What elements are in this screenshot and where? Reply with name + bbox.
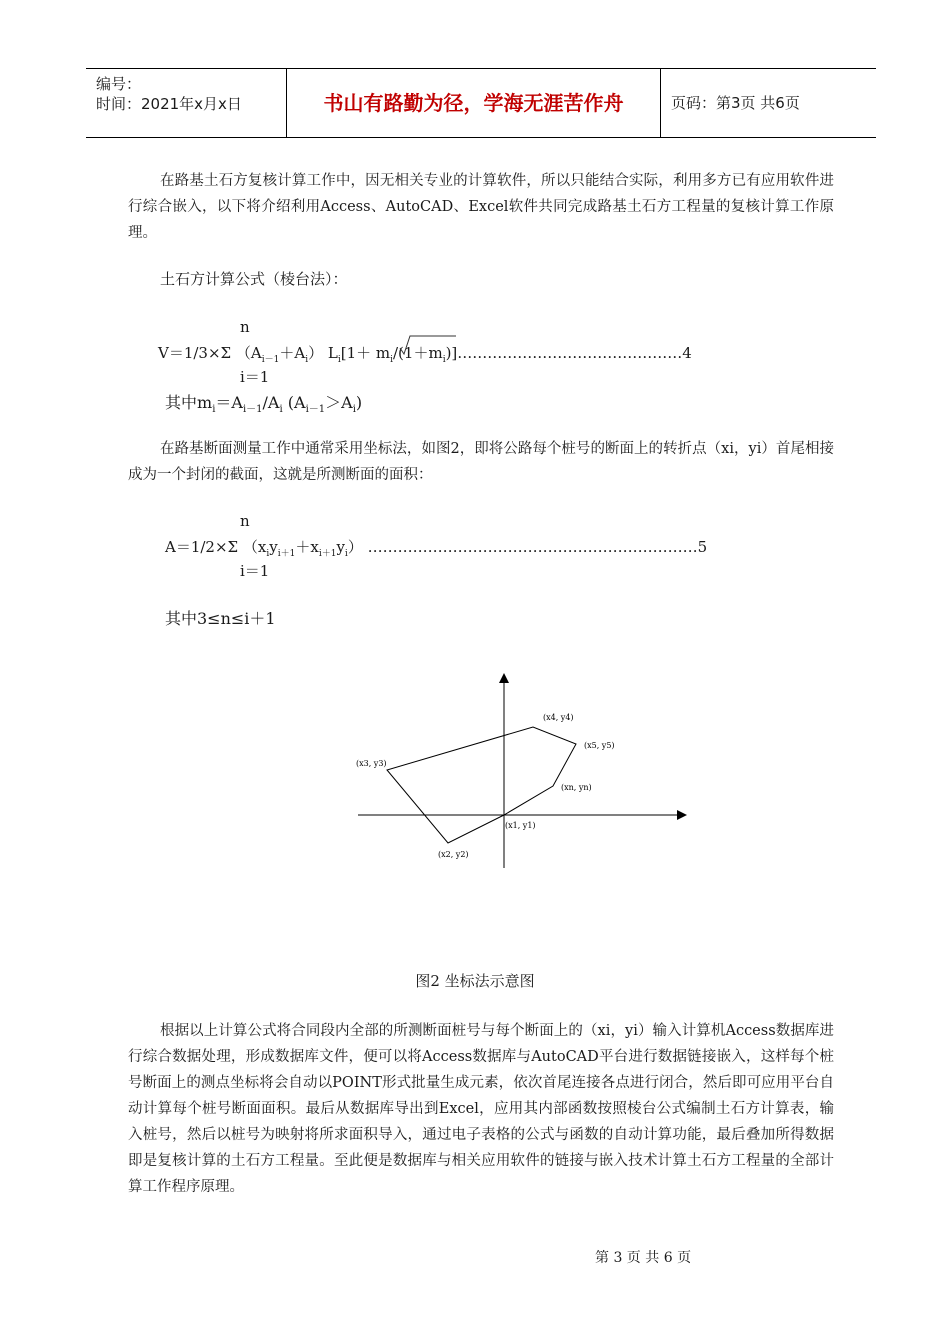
header-page-label: 页码：第3页 共6页 bbox=[671, 94, 800, 112]
where-sub: i bbox=[352, 404, 356, 416]
formula1-sub: i bbox=[305, 355, 309, 365]
formula2-sub: i＋1 bbox=[277, 549, 296, 559]
figure-caption: 图2 坐标法示意图 bbox=[415, 972, 535, 990]
formula1-sub: i bbox=[442, 355, 446, 365]
where-text: ) bbox=[355, 393, 363, 412]
formula1-sub: i bbox=[390, 355, 393, 365]
section-polygon bbox=[387, 727, 576, 843]
formula1-tail: ） L bbox=[308, 344, 338, 362]
formula1-rest: [1＋ m bbox=[340, 344, 391, 362]
formula2-where: 其中3≤n≤i＋1 bbox=[165, 609, 276, 628]
formula2-upper-limit: n bbox=[240, 512, 250, 530]
page-header bbox=[86, 68, 876, 138]
where-sub: i bbox=[212, 404, 216, 416]
formula2-sub: i bbox=[266, 549, 270, 559]
formula-title: 土石方计算公式（棱台法）： bbox=[160, 270, 348, 288]
where-sub: i－1 bbox=[242, 404, 263, 416]
code-label: 编号： bbox=[96, 75, 142, 93]
formula1-where bbox=[165, 390, 362, 415]
formula1-rest2: /(1＋m bbox=[393, 344, 443, 362]
paragraph-workflow: 根据以上计算公式将合同段内全部的所测断面桩号与每个断面上的（xi，yi）输入计算机Access数据库进行综合数据处理，形成数据库文件，便可以将Access数据库与AutoCAD平台进行数据链接嵌入，这样每个桩号断面上的测点坐标将会自动以POINT形式批量生成元素，依次首尾连接各点进行闭合，然后即可应用平台自动计算每个桩号断面面积。最后从数据库导出到Excel，应用其内部函数按照棱台公式编制土石方计算表，输入桩号，然后以桩号为映射将所求面积导入，通过电子表格的公式与函数的自动计算功能，最后叠加所得数据即是复核计算的土石方工程量。至此便是数据库与相关应用软件的链接与嵌入技术计算土石方工程量的全部计算工作程序原理。 bbox=[128, 1023, 834, 1195]
formula2-lower-limit: i＝1 bbox=[240, 562, 270, 580]
time-label: 时间：2021年x月x日 bbox=[96, 95, 242, 113]
formula1-main: V＝1/3×Σ （A bbox=[158, 344, 262, 362]
point-label: (xn, yn) bbox=[561, 783, 592, 792]
formula1-upper-limit: n bbox=[240, 318, 250, 336]
where-text: ＝A bbox=[215, 393, 243, 412]
point-label: (x2, y2) bbox=[438, 850, 469, 859]
paragraph-coordinate-method: 在路基断面测量工作中通常采用坐标法，如图2，即将公路每个桩号的断面上的转折点（xi，yi）首尾相接成为一个封闭的截面，这就是所测断面的面积： bbox=[128, 441, 834, 483]
formula2-tail: …………………………………………………………5 bbox=[367, 538, 708, 556]
header-motto: 书山有路勤为径，学海无涯苦作舟 bbox=[287, 69, 661, 137]
where-text: ＞A bbox=[325, 393, 353, 412]
formula1-rest3: )]………………………………………4 bbox=[445, 344, 692, 362]
point-label: (x5, y5) bbox=[584, 741, 615, 750]
point-label: (x4, y4) bbox=[543, 713, 574, 722]
where-text: /A bbox=[262, 393, 280, 412]
formula2: A＝1/2×Σ $(x_iy_{i+1}+x_{i+1}y_i)$ …………………………………………………………5 bbox=[165, 538, 708, 559]
where-sub: i－1 bbox=[305, 404, 326, 416]
formula1-sub: i bbox=[337, 355, 341, 365]
paragraph-intro: 在路基土石方复核计算工作中，因无相关专业的计算软件，所以只能结合实际，利用多方已有应用软件进行综合嵌入，以下将介绍利用Access、AutoCAD、Excel软件共同完成路基土石方工程量的复核计算工作原理。 bbox=[128, 173, 834, 241]
where-sub: i bbox=[279, 404, 283, 416]
coordinate-figure bbox=[350, 670, 690, 870]
page-footer: 第 3 页 共 6 页 bbox=[595, 1250, 692, 1266]
formula1-sub: i－1 bbox=[261, 355, 280, 365]
sqrt-sign-icon bbox=[398, 334, 458, 356]
where-text: 其中m bbox=[165, 393, 213, 412]
header-meta bbox=[86, 69, 287, 137]
formula2-main: A＝1/2×Σ （x bbox=[165, 538, 267, 556]
formula2-sub: i bbox=[344, 549, 348, 559]
where-text: (A bbox=[282, 393, 306, 412]
point-label: (x3, y3) bbox=[356, 759, 387, 768]
point-label: (x1, y1) bbox=[505, 821, 536, 830]
formula1-lower-limit: i＝1 bbox=[240, 368, 270, 386]
formula1-mid: ＋A bbox=[279, 344, 306, 362]
formula2-sub: i＋1 bbox=[318, 549, 337, 559]
